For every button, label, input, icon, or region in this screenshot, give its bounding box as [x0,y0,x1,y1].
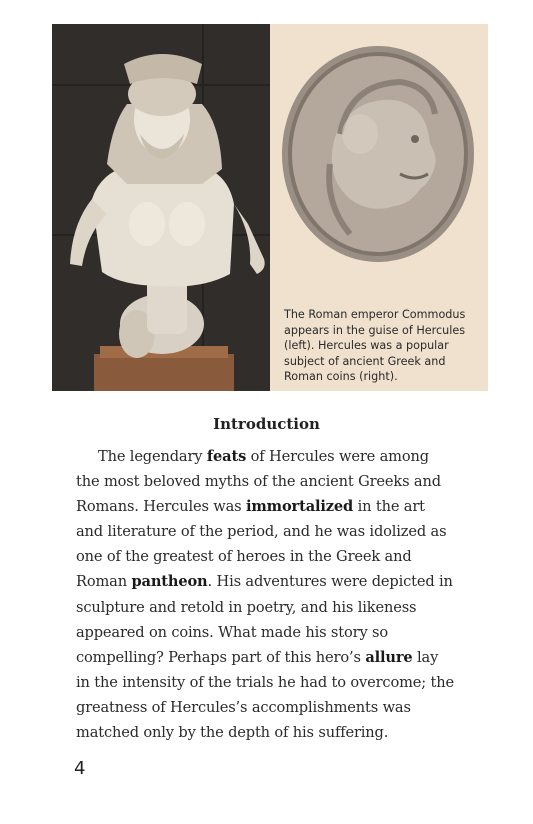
hero-image-panel [52,24,488,391]
paragraph-text: The legendary [98,448,207,465]
vocabulary-word: allure [365,648,413,666]
hercules-coin-illustration [270,24,488,294]
vocabulary-word: feats [206,448,247,465]
commodus-statue-image [52,24,270,391]
coin-image [270,24,488,391]
image-caption: The Roman emperor Commodus appears in the guise of Hercules (left). Hercules was a popular subject of ancient Greek and Roman coins (right). [284,308,466,383]
intro-paragraph [76,444,456,745]
vocabulary-word: pantheon [131,573,208,591]
commodus-bust-illustration [52,24,270,391]
paragraph-text: in the art and literature of the period, and he was idolized as one of the greatest of heroes in the Greek and Roman [76,498,447,591]
vocabulary-word: immortalized [246,498,354,516]
paragraph-text: lay in the intensity of the trials he had to overcome; the greatness of Hercules’s accomplishments was matched only by the depth of his suffering. [76,648,454,742]
section-heading: Introduction [213,415,320,433]
paragraph-text: of Hercules were among the most beloved myths of the ancient Greeks and Romans. Hercules was [76,448,441,516]
paragraph-text: . His adventures were depicted in sculpture and retold in poetry, and his likeness appeared on coins. What made his story so compelling? Perhaps part of this hero’s [76,573,453,666]
page-number: 4 [74,758,86,779]
